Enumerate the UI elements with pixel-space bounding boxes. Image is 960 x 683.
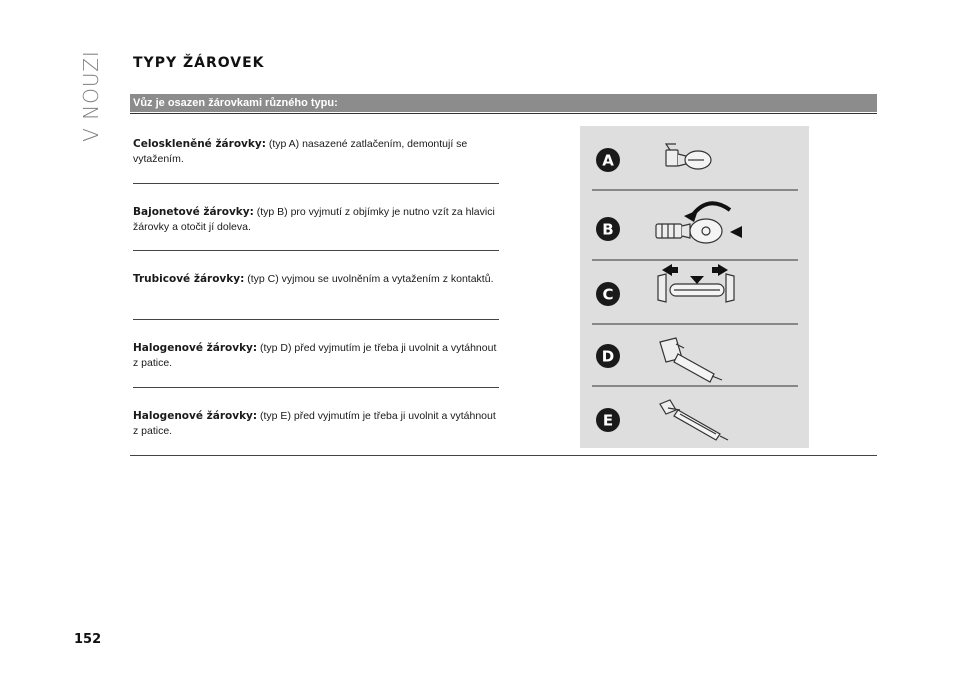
letter-badge-b bbox=[596, 217, 620, 241]
bulb-entry-a bbox=[133, 137, 503, 167]
bulb-entry-name: Halogenové žárovky: bbox=[133, 342, 258, 354]
bulb-entry-text: (typ A) nasazené zatlačením, demontují se vytažením. bbox=[133, 138, 468, 165]
letter-badge-label: D bbox=[601, 347, 615, 366]
bulb-entry-e bbox=[133, 409, 503, 439]
bulb-entry-name: Trubicové žárovky: bbox=[133, 273, 245, 285]
bulb-entry-text: (typ D) před vyjmutím je třeba ji uvolnit a vytáhnout z patice. bbox=[133, 342, 497, 369]
arrow-down-icon bbox=[690, 276, 704, 284]
letter-badge-label: A bbox=[602, 151, 614, 170]
bulb-entry-name: Halogenové žárovky: bbox=[133, 410, 258, 422]
section-side-tab bbox=[78, 50, 104, 142]
bulb-entry-d bbox=[133, 341, 503, 371]
letter-badge-c bbox=[596, 282, 620, 306]
bulb-entry-name: Celoskleněné žárovky: bbox=[133, 138, 266, 150]
push-arrow-icon bbox=[730, 226, 742, 238]
wedge-bulb-icon bbox=[666, 144, 711, 169]
bulb-entry-b bbox=[133, 205, 503, 235]
intro-banner: Vůz je osazen žárovkami různého typu: bbox=[130, 94, 877, 112]
halogen-bulb-e-icon bbox=[660, 400, 728, 440]
halogen-bulb-d-icon bbox=[660, 338, 722, 382]
bulb-entry-name: Bajonetové žárovky: bbox=[133, 206, 254, 218]
bayonet-bulb-icon bbox=[656, 203, 742, 243]
letter-badge-label: C bbox=[602, 285, 614, 304]
entry-divider bbox=[133, 319, 499, 320]
bulb-entry-text: (typ E) před vyjmutím je třeba ji uvolnit a vytáhnout z patice. bbox=[133, 410, 496, 437]
bulb-types-figure bbox=[580, 126, 809, 448]
entry-divider bbox=[133, 250, 499, 251]
banner-divider bbox=[130, 113, 877, 114]
letter-badge-label: B bbox=[602, 220, 614, 239]
letter-badge-d bbox=[596, 344, 620, 368]
letter-badge-e bbox=[596, 408, 620, 432]
letter-badge-a bbox=[596, 148, 620, 172]
page-title: TYPY ŽÁROVEK bbox=[133, 55, 265, 71]
bulb-types-illustration bbox=[580, 126, 809, 448]
bulb-entry-text: (typ C) vyjmou se uvolněním a vytažením z kontaktů. bbox=[247, 273, 494, 285]
bulb-entry-c bbox=[133, 272, 503, 287]
page-number: 152 bbox=[74, 632, 102, 647]
bottom-divider bbox=[130, 455, 877, 456]
letter-badge-label: E bbox=[602, 411, 614, 430]
section-side-tab-label: V NOUZI bbox=[79, 50, 104, 142]
entry-divider bbox=[133, 183, 499, 184]
entry-divider bbox=[133, 387, 499, 388]
bulb-entry-text: (typ B) pro vyjmutí z objímky je nutno vzít za hlavici žárovky a otočit jí doleva. bbox=[133, 206, 495, 233]
festoon-bulb-icon bbox=[658, 264, 734, 302]
